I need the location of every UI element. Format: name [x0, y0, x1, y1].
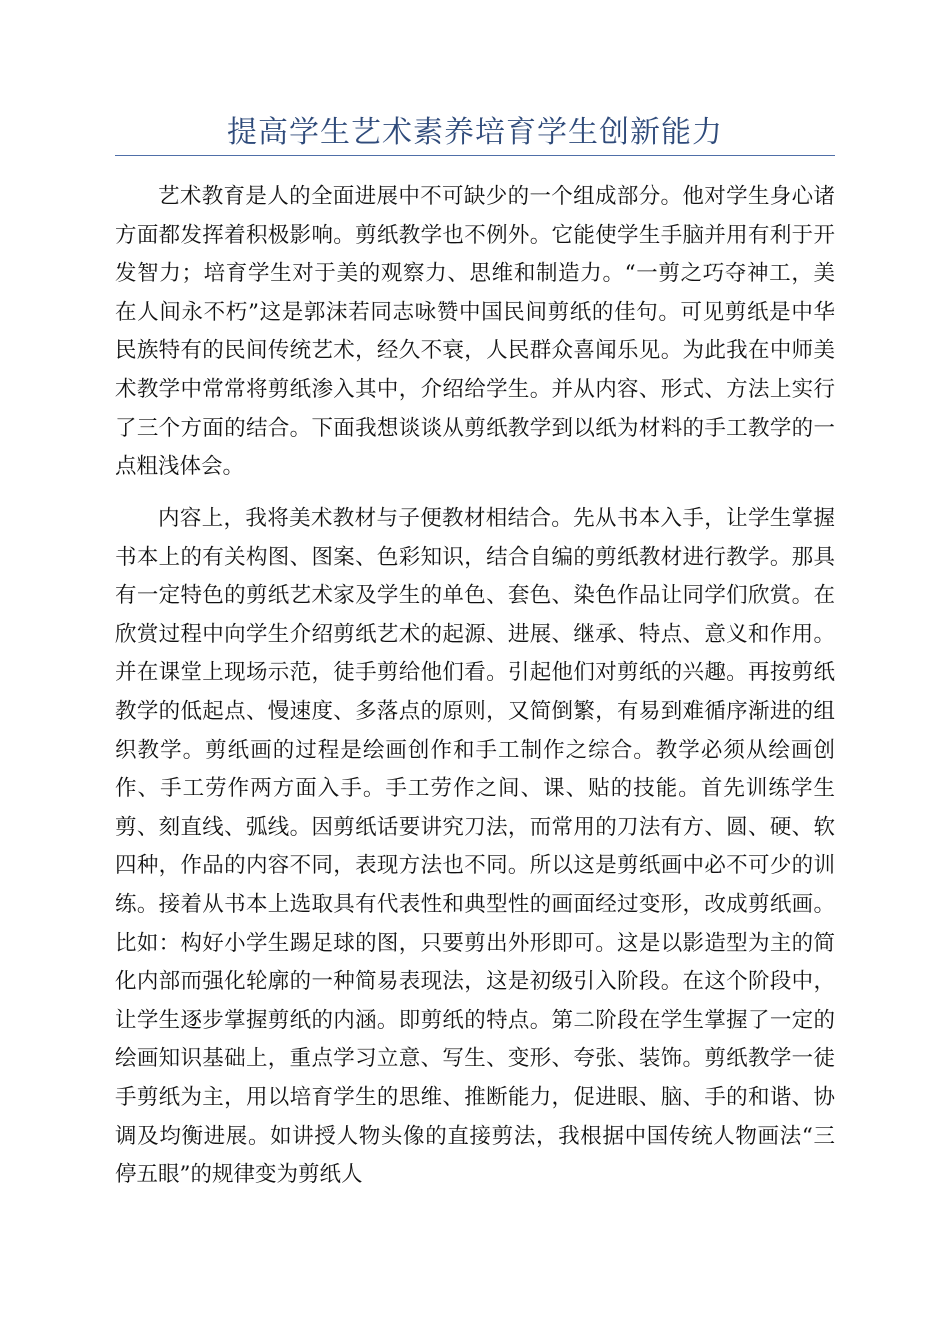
paragraph-1: 艺术教育是人的全面进展中不可缺少的一个组成部分。他对学生身心诸方面都发挥着积极影响。剪纸教学也不例外。它能使学生手脑并用有利于开发智力；培育学生对于美的观察力、思维和制造力。“一剪之巧夺神工，美在人间永不朽”这是郭沫若同志咏赞中国民间剪纸的佳句。可见剪纸是中华民族特有的民间传统艺术，经久不衰，人民群众喜闻乐见。为此我在中师美术教学中常常将剪纸渗入其中，介绍给学生。并从内容、形式、方法上实行了三个方面的结合。下面我想谈谈从剪纸教学到以纸为材料的手工教学的一点粗浅体会。: [115, 184, 835, 480]
title-underline: [115, 155, 835, 156]
page-title: 提高学生艺术素养培育学生创新能力: [227, 115, 723, 150]
paragraph-2: 内容上，我将美术教材与子便教材相结合。先从书本入手，让学生掌握书本上的有关构图、图案、色彩知识，结合自编的剪纸教材进行教学。那具有一定特色的剪纸艺术家及学生的单色、套色、染色作品让同学们欣赏。在欣赏过程中向学生介绍剪纸艺术的起源、进展、继承、特点、意义和作用。并在课堂上现场示范，徒手剪给他们看。引起他们对剪纸的兴趣。再按剪纸教学的低起点、慢速度、多落点的原则，又简倒繁，有易到难循序渐进的组织教学。剪纸画的过程是绘画创作和手工制作之综合。教学必须从绘画创作、手工劳作两方面入手。手工劳作之间、课、贴的技能。首先训练学生剪、刻直线、弧线。因剪纸话要讲究刀法，而常用的刀法有方、圆、硬、软四种，作品的内容不同，表现方法也不同。所以这是剪纸画中必不可少的训练。接着从书本上选取具有代表性和典型性的画面经过变形，改成剪纸画。比如：构好小学生踢足球的图，只要剪出外形即可。这是以影造型为主的简化内部而强化轮廓的一种简易表现法，这是初级引入阶段。在这个阶段中，让学生逐步掌握剪纸的内涵。即剪纸的特点。第二阶段在学生掌握了一定的绘画知识基础上，重点学习立意、写生、变形、夸张、装饰。剪纸教学一徒手剪纸为主，用以培育学生的思维、推断能力，促进眼、脑、手的和谐、协调及均衡进展。如讲授人物头像的直接剪法，我根据中国传统人物画法“三停五眼”的规律变为剪纸人: [115, 506, 835, 1188]
